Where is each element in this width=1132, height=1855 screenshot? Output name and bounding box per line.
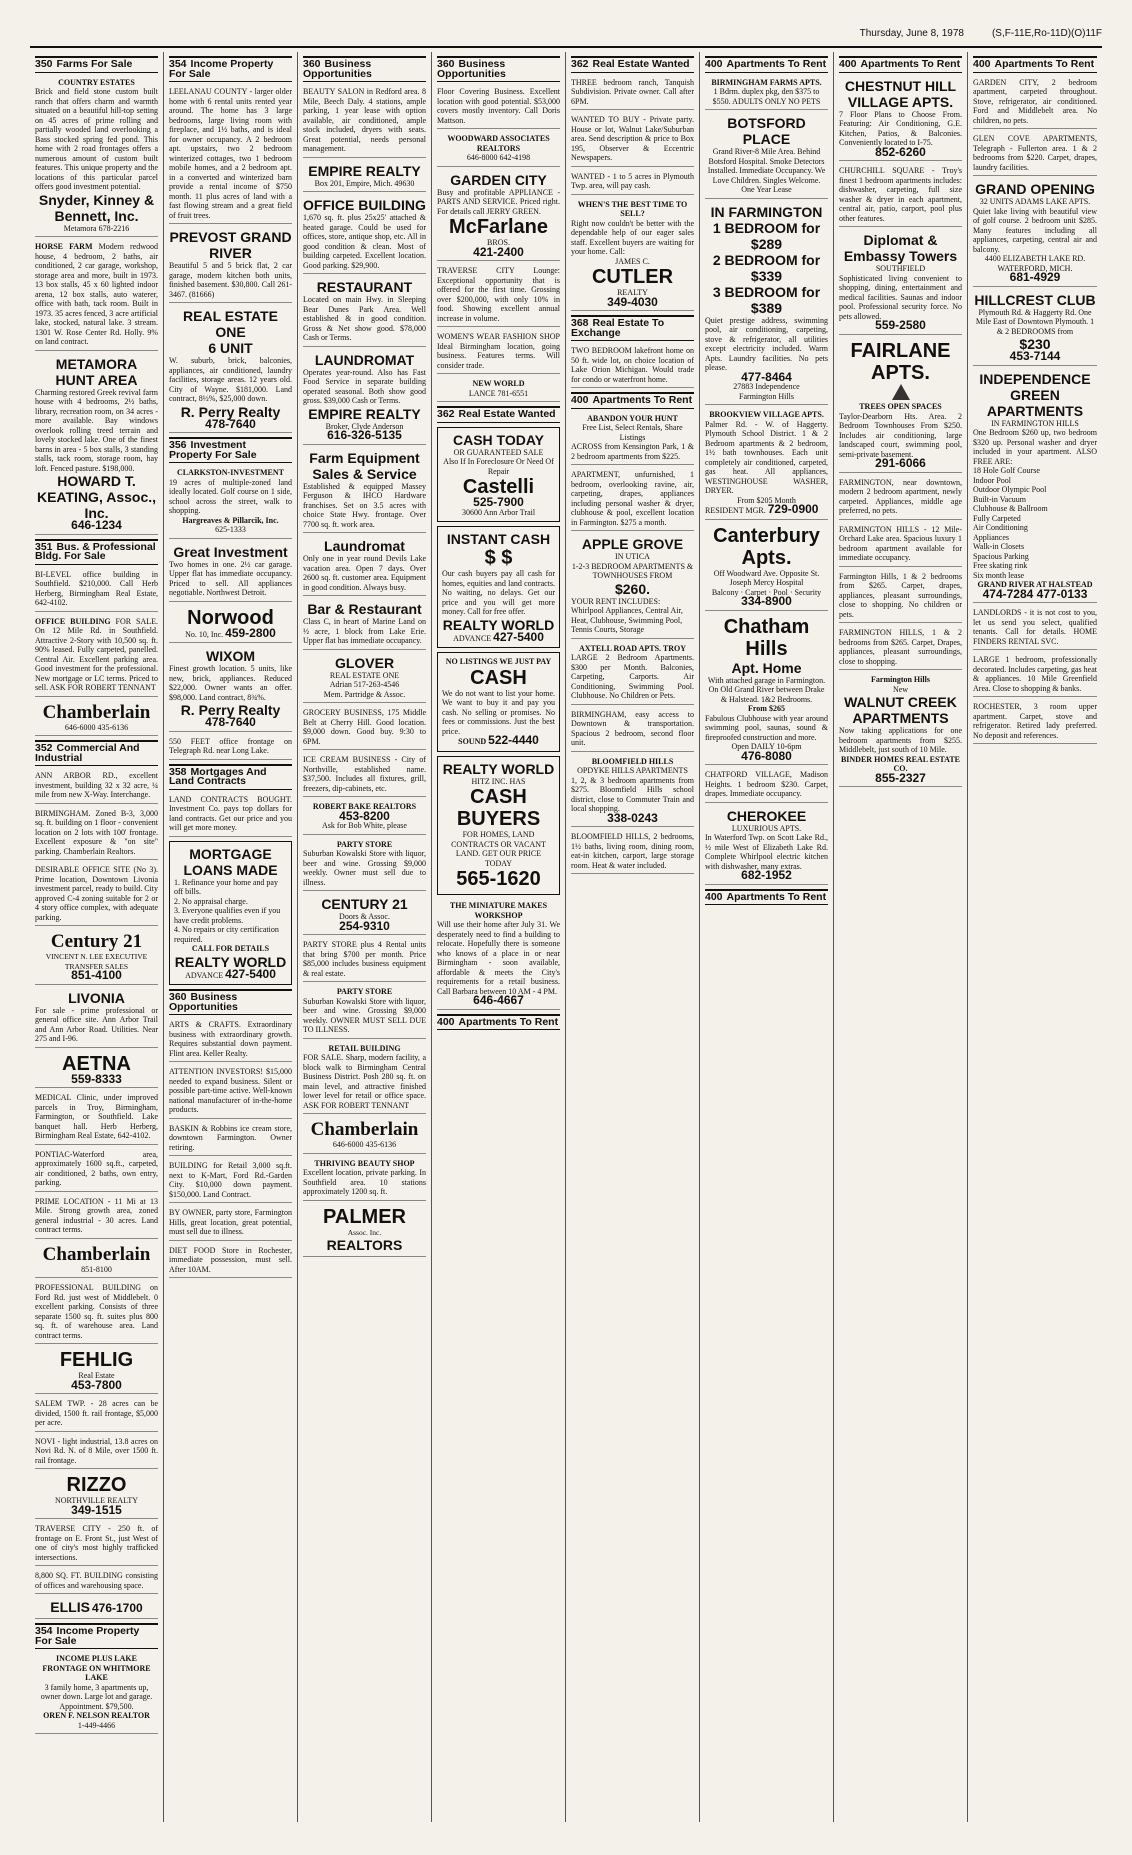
column-6: [700, 52, 834, 1822]
classified-ad: NOVI - light industrial, 13.8 acres on Novi Rd. N. of 8 Mile, over 1500 ft. rail frontage.: [35, 1435, 158, 1470]
section-header: 400 Apartments To Rent: [839, 56, 962, 73]
classified-ad: BY OWNER, party store, Farmington Hills, great location, great potential, must sell due to illness.: [169, 1206, 292, 1241]
classified-ad: AXTELL ROAD APTS. TROY LARGE 2 Bedroom Apartments. $300 per Month. Balconies, Carpeting, Carports. Air Conditioning, Swimming Pool. Clubhouse. No Children or Pets.: [571, 642, 694, 705]
classified-ad: OFFICE BUILDING FOR SALE. On 12 Mile Rd. in Southfield. Attractive 2-Story with 10,500 sq. ft. 90% leased. Fully carpeted, panelled. Central Air. Excellent parking area. Good investment for the professional. New mortgage or LC terms. Priced to sell. ASK FOR ROBERT TENNANT: [35, 615, 158, 697]
classified-ad: CLARKSTON-INVESTMENT 19 acres of multiple-zoned land ideally located. Golf course on 1 side, school across the street, walk to shopping. Hargreaves & Pillarcik, Inc. 625-1333: [169, 466, 292, 539]
classified-ad: REAL ESTATE ONE 6 UNIT W. suburb, brick, balconies, appliances, air conditioned, laundry facilities, storage areas. 12 years old. City of Wayne. $181,000. Land contract, 8½%, $25,000 down. R. Perry Realty 478-7640: [169, 306, 292, 433]
section-header: 360 Business Opportunities: [169, 989, 292, 1015]
classified-ad: Great Investment Two homes in one. 2½ car garage. Upper flat has immediate occupancy. Priced to sell. All appliances negotiable. Northwest Detroit.: [169, 542, 292, 602]
classified-ad: OFFICE BUILDING 1,670 sq. ft. plus 25x25' attached & heated garage. Could be used for offices, store, antique shop, etc. All in good condition & clean. Most of building carpeted. Excellent location. Good parking. $29,900.: [303, 195, 426, 274]
classified-ad: BIRMINGHAM, easy access to Downtown & transportation. Spacious 2 bedroom, second floor unit.: [571, 708, 694, 752]
page-header: [30, 28, 1102, 42]
classified-ad: PALMER Assoc. Inc. REALTORS: [303, 1204, 426, 1258]
classified-ad: SALEM TWP. - 28 acres can be divided, 1500 ft. rail frontage, $5,000 per acre.: [35, 1397, 158, 1432]
column-5: [566, 52, 700, 1822]
classified-ad: METAMORA HUNT AREA Charming restored Greek revival farm house with 4 bedrooms, 2½ baths, library, recreation room, on 34 acres - more available. Bay windows overlook rolling treed terrain and lovely stocked lake. One of the finest barns in area - 5 box stalls, 3 standing stalls, tack room, storage room, hay loft. Fenced pasture. $198,000. HOWARD T. KEATING, Assoc., Inc. 646-1234: [35, 354, 158, 535]
column-8: [968, 52, 1102, 1822]
classified-ad: ARTS & CRAFTS. Extraordinary business with extraordinary growth. Requires substantial down payment. Flint area. Keller Realty.: [169, 1018, 292, 1062]
header-rule: [30, 46, 1102, 48]
section-header: 400 Apartments To Rent: [973, 56, 1097, 73]
section-header: 400 Apartments To Rent: [437, 1014, 560, 1031]
classified-ad: RESTAURANT Located on main Hwy. in Sleeping Bear Dunes Park Area. Well established & in good condition. Gross & Net show good. $78,000 Cash or Terms.: [303, 277, 426, 347]
section-header: 354 Income Property For Sale: [35, 1623, 158, 1649]
section-header: 400 Apartments To Rent: [705, 56, 828, 73]
classified-ad: PONTIAC-Waterford area, approximately 1600 sq.ft., carpeted, air conditioned, 2 baths, own entry, parking.: [35, 1148, 158, 1192]
classified-ad: PROFESSIONAL BUILDING on Ford Rd. just west of Middlebelt. 0 excellent parking. Consists of three separate 1500 sq. ft. suites plus 800 sq. ft. of warehouse area. Land contract terms.: [35, 1281, 158, 1344]
classified-ad: APARTMENT, unfurnished, 1 bedroom, overlooking ravine, air, carpeting, drapes, appliances including personal washer & dryer, clubhouse & pool, excellent location in Farmington. $275 a month.: [571, 468, 694, 531]
header-date: Thursday, June 8, 1978: [859, 28, 964, 39]
classified-ad: RETAIL BUILDING FOR SALE. Sharp, modern facility, a block walk to Birmingham Central Business District. Posh 280 sq. ft. on main level, and attractive finished lower level for retail or office space. ASK FOR ROBERT TENNANT: [303, 1042, 426, 1115]
classified-ad: BASKIN & Robbins ice cream store, downtown Farmington. Owner retiring.: [169, 1122, 292, 1157]
classified-ad: GROCERY BUSINESS, 175 Middle Belt at Cherry Hill. Good location. $9,000 down. Good buy. 9:30 to 6PM.: [303, 706, 426, 750]
classified-ad: FARMINGTON HILLS - 12 Mile-Orchard Lake area. Spacious luxury 1 bedroom apartment available for immediate occupancy.: [839, 523, 962, 567]
section-header: 400 Apartments To Rent: [571, 392, 694, 409]
section-header: 351 Bus. & Professional Bldg. For Sale: [35, 539, 158, 565]
classified-ad: APPLE GROVE IN UTICA 1-2-3 BEDROOM APARTMENTS & TOWNHOUSES FROM $260. YOUR RENT INCLUDES: Whirlpool Appliances, Central Air, Heat, Clubhouse, Swimming Pool, Tennis Courts, Storage: [571, 534, 694, 639]
classified-ad: THRIVING BEAUTY SHOP Excellent location, private parking. In Southfield area. 10 stations approximately 1200 sq. ft.: [303, 1157, 426, 1201]
section-header: 362 Real Estate Wanted: [571, 56, 694, 73]
classified-ad: CHESTNUT HILL VILLAGE APTS. 7 Floor Plans to Choose From. Featuring: Air Conditioning, G.E. Kitchen, Patios, & Balconies. Conveniently located to I-75. 852-6260: [839, 76, 962, 162]
classified-ad: ROCHESTER, 3 room upper apartment. Carpet, stove and refrigerator. Retired lady preferred. No deposit and references.: [973, 700, 1097, 744]
classified-ad: Canterbury Apts. Off Woodward Ave. Opposite St. Joseph Mercy Hospital Balcony · Carpet · Pool · Security 334-8900: [705, 523, 828, 611]
classified-ad: ICE CREAM BUSINESS - City of Northville, established name. $37,500. Includes all fixtures, grill, freezers, dip-cabinets, etc.: [303, 753, 426, 797]
classified-ad: BOTSFORD PLACE Grand River-8 Mile Area. Behind Botsford Hospital. Smoke Detectors Installed. Immediate Occupancy. We Love Children. Singles Welcome. One Year Lease: [705, 113, 828, 199]
classified-ad: Chamberlain 646-6000 435-6136: [303, 1117, 426, 1154]
classified-ad: GRAND OPENING 32 UNITS ADAMS LAKE APTS. Quiet lake living with beautiful view of golf course. 2 bedroom unit $285. Many features including all appliances, carpeting, central air and balcony. 4400 ELIZABETH LAKE RD. WATERFORD, MICH. 681-4929: [973, 179, 1097, 287]
classified-ad: BIRMINGHAM. Zoned B-3, 3,000 sq. ft. building on 1 floor - convenient location on 2 lots with 100' frontage. Excellent exposure & "on site" parking. Chamberlain Realtors.: [35, 807, 158, 861]
classified-ad: GLOVER REAL ESTATE ONE Adrian 517-263-4546 Mem. Partridge & Assoc.: [303, 653, 426, 704]
classified-ad: GARDEN CITY Busy and profitable APPLIANCE - PARTS AND SERVICE. Priced right. For details call JERRY GREEN. McFarlane BROS. 421-2400: [437, 170, 560, 262]
section-header: 354 Income Property For Sale: [169, 56, 292, 82]
classified-ad: THREE bedroom ranch, Tanquish Subdivision. Private owner. Call after 6PM.: [571, 76, 694, 111]
section-header: 362 Real Estate Wanted: [437, 406, 560, 423]
classified-ad: DIET FOOD Store in Rochester, immediate possession, must sell. After 10AM.: [169, 1244, 292, 1279]
classified-ad: WANTED TO BUY - Private party. House or lot, Walnut Lake/Suburban area. Send description & price to Box 195, Observer & Eccentric Newspapers.: [571, 113, 694, 167]
classified-ad: PARTY STORE Suburban Kowalski Store with liquor, beer and wine. Grossing $9,000 weekly. Owner must sell due to illness.: [303, 838, 426, 892]
classified-ad: FARMINGTON, near downtown, modern 2 bedroom apartment, newly carpeted. Appliances, middle age preferred, no pets.: [839, 476, 962, 520]
section-header: 360 Business Opportunities: [437, 56, 560, 82]
classified-ad: GLEN COVE APARTMENTS, Telegraph - Fullerton area. 1 & 2 bedrooms from $220. Carpet, drapes, laundry facilities.: [973, 132, 1097, 176]
classified-ad: LARGE 1 bedroom, professionally decorated. Includes carpeting, gas heat & appliances. 10 Mile Greenfield Area. Close to shopping & banks.: [973, 653, 1097, 697]
classified-ad: LEELANAU COUNTY - larger older home with 6 rental units rented year around. The home has 3 large bedrooms, large living room with fireplace, and 1½ baths, and is ideal for owner occupancy. A 2 bedroom apt. upstairs, two 2 bedroom winterized cottages, two 1 bedroom mobile homes, and a 2 bedroom apt. in a converted and winterized barn provide a rental income of $750 month. 11 plus acres of land with a fast flowing stream and a great field of fruit trees.: [169, 85, 292, 224]
classified-ad: WIXOM Finest growth location. 5 units, like new, brick, appliances. Reduced $22,000. Owner wants an offer. $98,000. Land contract, 8¾%. R. Perry Realty 478-7640: [169, 646, 292, 732]
classified-ad: LIVONIA For sale - prime professional or general office site. Ann Arbor Trail and Ann Arbor Road. Utilities. Near 275 and I-96.: [35, 988, 158, 1048]
section-header: 350 Farms For Sale: [35, 56, 158, 73]
classified-ad: BLOOMFIELD HILLS, 2 bedrooms, 1½ baths, living room, dining room, eat-in kitchen, carport, large storage room. Heat & water included.: [571, 830, 694, 874]
section-header: 352 Commercial And Industrial: [35, 740, 158, 766]
section-header: 356 Investment Property For Sale: [169, 437, 292, 463]
classified-ad: PARTY STORE Suburban Kowalski Store with liquor, beer and wine. Grossing $9,000 weekly. OWNER MUST SELL DUE TO ILLNESS.: [303, 985, 426, 1039]
section-header: 358 Mortgages And Land Contracts: [169, 764, 292, 790]
classified-ad: LAUNDROMAT Operates year-round. Also has Fast Food Service in separate building operated seasonal. Both show good gross. $39,000 Cash or Terms. EMPIRE REALTY Broker, Clyde Anderson 616-326-5135: [303, 350, 426, 445]
classified-ad: FARMINGTON HILLS, 1 & 2 bedrooms from $265. Carpet, Drapes, appliances, pleasant surroundings, close to shopping.: [839, 626, 962, 670]
classified-ad: CHATFORD VILLAGE, Madison Heights. 1 bedroom $230. Carpet, drapes. Immediate occupancy.: [705, 768, 828, 803]
classified-ad: FEHLIG Real Estate 453-7800: [35, 1347, 158, 1394]
classified-ad: RIZZO NORTHVILLE REALTY 349-1515: [35, 1472, 158, 1519]
classified-ad: Laundromat Only one in year round Devils Lake vacation area. Open 7 days. Over 2600 sq. ft. customer area. Equipment in good condition. Always busy.: [303, 536, 426, 596]
classified-ad: WHEN'S THE BEST TIME TO SELL? Right now couldn't be better with the dependable help of our eager sales staff. Excellent buyers are waiting for your home. Call: JAMES C. CUTLER REALTY 349-4030: [571, 198, 694, 312]
column-7: [834, 52, 968, 1822]
mortgage-loans-ad: MORTGAGE LOANS MADE 1. Refinance your home and pay off bills. 2. No appraisal charge. 3. Everyone qualifies even if you have credit problems. 4. No repairs or city certification required. CALL FOR DETAILS REALTY WORLD ADVANCE 427-5400: [169, 841, 292, 986]
classified-ad: Floor Covering Business. Excellent location with good potential. $53,000 covers mostly inventory. Call Doris Mattson.: [437, 85, 560, 129]
classified-ad: BROOKVIEW VILLAGE APTS. Palmer Rd. - W. of Haggerty. Plymouth School District. 1 & 2 Bedroom apartments & 2 bedroom, 1½ bath townhouses. Each unit completely air conditioned, carpeted, gas heat. All appliances, WESTINGHOUSE WASHER, DRYER. From $205 Month RESIDENT MGR. 729-0900: [705, 408, 828, 520]
classified-ad: BLOOMFIELD HILLS OPDYKE HILLS APARTMENTS 1, 2, & 3 bedroom apartments from $275. Bloomfield Hills school district, close to Commuter Train and local shopping. 338-0243: [571, 755, 694, 828]
tree-icon: [892, 384, 910, 400]
classified-ad: EMPIRE REALTY Box 201, Empire, Mich. 49630: [303, 161, 426, 193]
classified-ad: BIRMINGHAM FARMS APTS. 1 Bdrm. duplex pkg, den $375 to $550. ADULTS ONLY NO PETS: [705, 76, 828, 111]
column-1: [30, 52, 164, 1822]
classified-ad: THE MINIATURE MAKES WORKSHOP Will use their home after July 31. We desperately need to find a building to relocate. Hopefully there is someone who knows of a place in or near Birmingham - soon available, affordable & meets the City's requirements for a retail business. Call Barbara between 10 AM - 4 PM. 646-4667: [437, 899, 560, 1010]
classified-ad: Bar & Restaurant Class C, in heart of Marine Land on ½ acre, 1 block from Lake Erie. Upper flat has immediate occupancy.: [303, 599, 426, 650]
section-header: 360 Business Opportunities: [303, 56, 426, 82]
cash-ad: NO LISTINGS WE JUST PAY CASH We do not want to list your home. We want to buy it and pay you cash. No selling or promises. No fees or commissions. Just the best price. SOUND 522-4440: [437, 652, 560, 752]
classified-ad: PREVOST GRAND RIVER Beautiful 5 and 5 brick flat, 2 car garage, modern kitchen both units, finished basement. $30,800. Call 261-3467. (81666): [169, 227, 292, 303]
section-header: 368 Real Estate To Exchange: [571, 315, 694, 341]
classified-ad: BEAUTY SALON in Redford area. 8 Mile, Beech Daly. 4 stations, ample parking, 1 year lease with option available, air conditioned, ample stock included, dryers with seats. Great potential, needs personal management.: [303, 85, 426, 158]
classified-ad: PRIME LOCATION - 11 Mi at 13 Mile. Strong growth area, zoned general industrial - 30 acres. Land contract terms.: [35, 1195, 158, 1239]
classified-ad: NEW WORLD LANCE 781-6551: [437, 377, 560, 402]
classified-ad: WOMEN'S WEAR FASHION SHOP Ideal Birmingham location, going business. Features terms. Will consider trade.: [437, 330, 560, 374]
cash-today-ad: CASH TODAY OR GUARANTEED SALE Also If In Foreclosure Or Need Of Repair Castelli 525-7900 30600 Ann Arbor Trail: [437, 427, 560, 523]
classified-columns: [30, 52, 1102, 1822]
classified-ad: LAND CONTRACTS BOUGHT. Investment Co. pays top dollars for land contracts. Get our price and you will get more money.: [169, 793, 292, 837]
classified-ad: INCOME PLUS LAKE FRONTAGE ON WHITMORE LAKE 3 family home, 3 apartments up, owner down. Large lot and garage. Appointment. $79,500. OREN F. NELSON REALTOR 1-449-4466: [35, 1652, 158, 1734]
classified-ad: PARTY STORE plus 4 Rental units that bring $700 per month. Price $85,000 includes business equipment & real estate.: [303, 938, 426, 982]
classified-ad: COUNTRY ESTATES Brick and field stone custom built ranch that offers charm and warmth situated on a beautiful hill-top setting on 45 acres of prime rolling and partially wooded land overlooking a Bass stocked spring fed pond. This home with 2 road frontages offers a numerous amount of custom built features. This unique property and the locations of this particular parcel offers good investment potential. Snyder, Kinney & Bennett, Inc. Metamora 678-2216: [35, 76, 158, 238]
classified-ad: ANN ARBOR RD., excellent investment, building 32 x 32 acre, ¼ mile from new X-Way. Interchange.: [35, 769, 158, 804]
classified-ad: CHURCHILL SQUARE - Troy's finest 1 bedroom apartments includes: dishwasher, carpeting, full size washer & dryer in each apartment, central air, patio, carport, pool plus other features.: [839, 164, 962, 227]
classified-ad: 8,800 SQ. FT. BUILDING consisting of offices and warehousing space.: [35, 1569, 158, 1594]
classified-ad: Farm Equipment Sales & Service Established & equipped Massey Ferguson & IHCO Hardware franchises. Set on 3.5 acres with choice State Hwy. frontage. Over 7700 sq. ft. work area.: [303, 448, 426, 534]
section-header: 400 Apartments To Rent: [705, 889, 828, 906]
classified-ad: TWO BEDROOM lakefront home on 50 ft. wide lot, on choice location of Lake Orion Michigan. Would trade for condo or waterfront home.: [571, 344, 694, 388]
classified-ad: HORSE FARM Modern redwood house, 4 bedroom, 2 baths, air conditioned, 2 car garage, workshop, storage area and more, built in 1973. 13 box stalls, 45 x 60 lighted indoor arena, 12 box stalls, auto waterer, office with bath, tack room. Built in 1973. 35 acres fenced, 3 acre artificial lake, stocked, natural lake. 3 stream. 1301 W. Rose Center Rd. Holly. 9% on land contract.: [35, 240, 158, 351]
classified-ad: DESIRABLE OFFICE SITE (No 3). Prime location, Downtown Livonia investment parcel, ready to build. City approved C-4 zoning suitable for 2 or 4 story office complex, with adequate parking.: [35, 863, 158, 926]
classified-ad: TRAVERSE CITY - 250 ft. of frontage on E. Front St., just West of one of city's most highly trafficked intersections.: [35, 1522, 158, 1566]
classified-ad: TRAVERSE CITY Lounge: Exceptional opportunity that is offered for the first time. Grossing over $200,000, with only 10% in food. Showing excellent annual increase in volume.: [437, 264, 560, 327]
classified-ad: Farmington Hills New WALNUT CREEK APARTMENTS Now taking applications for one bedroom apartments from $255. Middlebelt, just south of 10 Mile. BINDER HOMES REAL ESTATE CO. 855-2327: [839, 673, 962, 787]
classified-ad: 550 FEET office frontage on Telegraph Rd. near Long Lake.: [169, 735, 292, 760]
classified-ad: Diplomat & Embassy Towers SOUTHFIELD Sophisticated living convenient to shopping, dining, entertainment and medical facilities. Saunas and indoor pool. Professional security force. No pets allowed. 559-2580: [839, 230, 962, 335]
classified-ad: Century 21 VINCENT N. LEE EXECUTIVE TRANSFER SALES 851-4100: [35, 929, 158, 985]
classified-ad: ABANDON YOUR HUNT Free List, Select Rentals, Share Listings ACROSS from Kensington Park, 1 & 2 bedroom apartments from $225.: [571, 412, 694, 466]
classified-ad: BI-LEVEL office building in Southfield. $210,000. Call Herb Herberg, Birmingham Real Estate, 642-4102.: [35, 568, 158, 612]
classified-ad: AETNA 559-8333: [35, 1051, 158, 1089]
classified-ad: ELLIS 476-1700: [35, 1597, 158, 1619]
classified-ad: ATTENTION INVESTORS! $15,000 needed to expand business. Silent or possible part-time active. Well-known national manufacturer of in-the-home products.: [169, 1065, 292, 1119]
instant-cash-ad: INSTANT CASH $ $ Our cash buyers pay all cash for homes, equities and land contracts. No waiting, no delays. Get our price and you will get more money. Call for free offer. REALTY WORLD ADVANCE 427-5400: [437, 526, 560, 648]
classified-ad: MEDICAL Clinic, under improved parcels in Troy, Birmingham, Farmington, or Southfield. Lake banquet hall. Herb Herberg, Birmingham Real Estate, 642-4102.: [35, 1091, 158, 1145]
classified-ad: CENTURY 21 Doors & Assoc. 254-9310: [303, 894, 426, 935]
classified-ad: Chamberlain 851-8100: [35, 1242, 158, 1279]
classified-ad: WOODWARD ASSOCIATES REALTORS 646-8000 642-4198: [437, 132, 560, 167]
classified-ad: HILLCREST CLUB Plymouth Rd. & Haggerty Rd. One Mile East of Downtown Plymouth. 1 & 2 BEDROOMS from $230 453-7144: [973, 290, 1097, 366]
classified-ad: BUILDING for Retail 3,000 sq.ft. next to K-Mart, Ford Rd.-Garden City. $10,000 down payment. $150,000. Land Contract.: [169, 1159, 292, 1203]
classified-ad: CHEROKEE LUXURIOUS APTS. In Waterford Twp. on Scott Lake Rd., ½ mile West of Elizabeth Lake Rd. Complete Whirlpool electric kitchen with dishwasher, many extras. 682-1952: [705, 806, 828, 885]
column-4: [432, 52, 566, 1822]
classified-ad: GARDEN CITY, 2 bedroom apartment, carpeted throughout. Stove, refrigerator, air conditioned. Ford and Middlebelt area. No children, no pets.: [973, 76, 1097, 130]
classified-ad: ROBERT BAKE REALTORS 453-8200 Ask for Bob White, please: [303, 800, 426, 835]
classified-ad: FAIRLANE APTS. TREES OPEN SPACES Taylor-Dearborn Hts. Area. 2 Bedroom Townhouses From $250. Includes air conditioning, large landscaped court, swimming pool, semi-private basement. 291-6066: [839, 338, 962, 473]
classified-ad: LANDLORDS - it is not cost to you, let us send you select, qualified tenants. Call for details. HOME FINDERS RENTAL SVC.: [973, 606, 1097, 650]
column-2: [164, 52, 298, 1822]
classified-ad: Farmington Hills, 1 & 2 bedrooms from $265. Carpet, drapes, appliances, pleasant surroundings, close to shopping. No children or pets.: [839, 570, 962, 624]
column-3: [298, 52, 432, 1822]
cash-buyers-ad: REALTY WORLD HITZ INC. HAS CASH BUYERS FOR HOMES, LAND CONTRACTS OR VACANT LAND. GET OUR PRICE TODAY 565-1620: [437, 756, 560, 896]
classified-ad: Norwood No. 10, Inc. 459-2800: [169, 605, 292, 644]
header-edition: (S,F-11E,Ro-11D)(O)11F: [991, 28, 1102, 39]
classified-ad: Chatham Hills Apt. Home With attached garage in Farmington. On Old Grand River between Drake & Halstead. 1&2 Bedrooms. From $265 Fabulous Clubhouse with year around swimming pool, saunas, sound & fireproofed construction and more. Open DAILY 10-6pm 476-8080: [705, 614, 828, 766]
classified-ad: IN FARMINGTON 1 BEDROOM for $289 2 BEDROOM for $339 3 BEDROOM for $389 Quiet prestige address, swimming pool, air conditioning, carpeting, stove & refrigerator, all utilities except electricity included. Warm Apts. Laundry facilities. No pets please. 477-8464 27883 Independence Farmington Hills: [705, 202, 828, 406]
classified-ad: WANTED - 1 to 5 acres in Plymouth Twp. area, will pay cash.: [571, 170, 694, 195]
classified-ad: INDEPENDENCE GREEN APARTMENTS IN FARMINGTON HILLS One Bedroom $260 up, two bedroom $320 up. Personal washer and dryer included in your apartment. ALSO FREE ARE: 18 Hole Golf Course Indoor Pool Outdoor Olympic Pool Built-in Vacuum Clubhouse & Ballroom Fully Carpeted Air Conditioning Appliances Walk-in Closets Spacious Parking Free skating rink Six month lease GRAND RIVER AT HALSTEAD 474-7284 477-0133: [973, 369, 1097, 604]
classified-ad: Chamberlain 646-6000 435-6136: [35, 700, 158, 737]
